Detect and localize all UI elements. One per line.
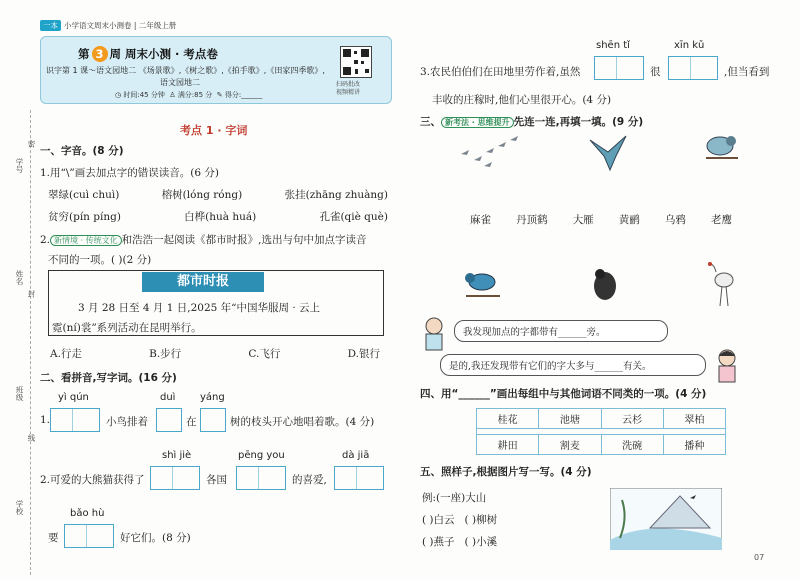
q2-2-text-a: 2.可爱的大熊猫获得了 (40, 474, 145, 486)
question-1-2: 2. 新情境 · 传统文化 和浩浩一起阅读《都市时报》,选出与句中加点字读音 (40, 234, 367, 246)
q2-4-text-a: 3.农民伯伯们在田地里劳作着,虽然 (420, 66, 581, 78)
option-rongshu[interactable]: 榕树(lóng róng) (161, 189, 243, 201)
pinyin-shenti: shēn tǐ (596, 40, 630, 51)
q2-1-text-b: 在 (186, 416, 197, 428)
scope-line-2: 语文园地二 (160, 78, 200, 87)
answer-box-shijie[interactable] (150, 466, 200, 490)
dialogue-bubble-2: 是的,我还发现带有它们的字大多与______有关。 (440, 354, 706, 376)
landscape-picture (610, 488, 722, 550)
example-line: 例:(一座)大山 (422, 492, 487, 504)
section-4-heading: 四、用“______”画出每组中与其他词语不同类的一项。(4 分) (420, 388, 707, 400)
q2-2-text-c: 的喜爱, (292, 474, 327, 486)
pinyin-row-1 (48, 187, 388, 202)
answer-box-shenti[interactable] (594, 56, 644, 80)
q2-2-text-b: 各国 (206, 474, 227, 486)
student-name-label: 姓名 (15, 270, 24, 285)
pinyin-shijie: shì jiè (162, 450, 192, 461)
pinyin-yiqun: yì qún (58, 392, 89, 403)
eagle-icon (586, 130, 630, 172)
pinyin-xinku: xīn kǔ (674, 40, 705, 51)
secret-mark: 密 (27, 140, 36, 148)
word-table (476, 408, 726, 455)
answer-box-yang[interactable] (200, 408, 226, 432)
question-1-1: 1.用“\”画去加点字的错误读音。(6 分) (40, 167, 220, 179)
crow-icon (588, 266, 622, 306)
series-title: 小学语文周末小测卷 | 二年级上册 (64, 21, 177, 30)
question-1-2-cont: 不同的一项。( )(2 分) (48, 254, 152, 266)
q2-4-text-c: ,但当看到 (724, 66, 770, 78)
option-d[interactable]: D.银行 (347, 348, 380, 360)
news-line-1: 3 月 28 日至 4 月 1 日,2025 年“中国华服周 · 云上 (78, 302, 321, 314)
fill-liushu[interactable]: ( )柳树 (464, 514, 498, 526)
answer-box-pengyou[interactable] (236, 466, 286, 490)
choice-options (50, 346, 380, 361)
q2-4-text-d: 丰收的庄稼时,他们心里很开心。(4 分) (432, 94, 612, 106)
option-zhanggua[interactable]: 张挂(zhāng zhuàng) (284, 189, 388, 201)
table-row (477, 409, 726, 429)
oriole-icon (462, 266, 502, 302)
binding-line (30, 110, 31, 575)
word-cell[interactable]: 云杉 (601, 409, 663, 429)
bird-name-dandinghe[interactable]: 丹顶鹤 (516, 214, 548, 226)
news-line-2: 霓(ní)裳”系列活动在昆明举行。 (52, 322, 202, 334)
bird-name-row (470, 212, 732, 227)
q2-3-text-b: 好它们。(8 分) (120, 532, 191, 544)
answer-box-dui[interactable] (156, 408, 182, 432)
scope-line-1: 识字第 1 课～语文园地二 《场景歌》,《树之歌》,《拍手歌》,《田家四季歌》, (46, 66, 325, 75)
answer-box-xinku[interactable] (668, 56, 718, 80)
pinyin-dui: duì (160, 392, 176, 403)
page-number: 07 (754, 553, 765, 562)
q2-1-text-c: 树的枝头开心地唱着歌。(4 分) (230, 416, 375, 428)
pinyin-dajia: dà jiā (342, 450, 370, 461)
word-cell[interactable]: 桂花 (477, 409, 539, 429)
pinyin-row-2 (48, 209, 388, 224)
student-number-label: 学号 (15, 158, 24, 173)
q2-1-text-a: 小鸟排着 (106, 416, 148, 428)
tag-new-context: 新情境 · 传统文化 (50, 235, 122, 246)
quiz-meta: ◷ 时间:45 分钟 ♙ 满分:85 分 ✎ 得分:______ (115, 91, 263, 99)
class-label: 班级 (15, 386, 24, 401)
option-kongque[interactable]: 孔雀(qiè què) (319, 211, 388, 223)
bird-name-maque[interactable]: 麻雀 (470, 214, 491, 226)
answer-box-dajia[interactable] (334, 466, 384, 490)
dialogue-bubble-1: 我发现加点的字都带有______旁。 (454, 320, 668, 342)
word-cell[interactable]: 翠柏 (663, 409, 725, 429)
section-1-heading: 一、字音。(8 分) (40, 145, 124, 157)
word-cell[interactable]: 池塘 (539, 409, 601, 429)
fill-line-1 (422, 512, 497, 527)
option-baihua[interactable]: 白桦(huà huá) (184, 211, 257, 223)
bird-name-huangli[interactable]: 黄鹂 (618, 214, 640, 226)
option-cuilu[interactable]: 翠绿(cuì chuì) (48, 189, 120, 201)
series-tag: 一本 (40, 20, 61, 31)
word-cell[interactable]: 播种 (663, 435, 725, 455)
tag-new-method: 新考法 · 思维提升 (441, 117, 514, 128)
girl-avatar-icon (712, 348, 742, 384)
sparrow-icon (700, 130, 742, 164)
option-pinqiong[interactable]: 贫穷(pín píng) (48, 211, 121, 223)
pinyin-yang: yáng (200, 392, 225, 403)
newspaper-masthead: 都市时报 (142, 272, 264, 292)
fill-xiaoxi[interactable]: ( )小溪 (464, 536, 498, 548)
bird-name-laoying[interactable]: 老鹰 (710, 214, 732, 226)
word-cell[interactable]: 割麦 (539, 435, 601, 455)
section-2-heading: 二、看拼音,写字词。(16 分) (40, 372, 177, 384)
section-5-heading: 五、照样子,根据图片写一写。(4 分) (420, 466, 592, 478)
wild-geese-icon (456, 134, 520, 172)
fill-baiyun[interactable]: ( )白云 (422, 514, 455, 526)
pinyin-baohu: bǎo hù (70, 508, 105, 519)
fill-yanzi[interactable]: ( )燕子 (422, 536, 455, 548)
section-3-heading: 三、 新考法 · 思维提升 先连一连,再填一填。(9 分) (420, 116, 644, 128)
line-mark: 线 (27, 434, 36, 442)
quiz-title: 第 3 周 周末小测 · 考点卷 (78, 47, 218, 61)
qr-note: 扫码批改 视频精讲 (336, 81, 361, 96)
q2-4-text-b: 很 (650, 66, 661, 78)
answer-box-yiqun[interactable] (50, 408, 100, 432)
fill-line-2 (422, 534, 497, 549)
qr-code-icon[interactable] (340, 46, 372, 78)
person-icon: ♙ (169, 91, 176, 99)
pinyin-pengyou: pēng you (238, 450, 285, 461)
school-label: 学校 (15, 500, 24, 515)
bird-name-dayan[interactable]: 大雁 (572, 214, 594, 226)
crane-icon (706, 262, 742, 308)
boy-avatar-icon (418, 316, 450, 352)
q2-3-text-a: 要 (48, 532, 59, 544)
option-a[interactable]: A.行走 (50, 348, 82, 360)
word-cell[interactable]: 耕田 (477, 435, 539, 455)
top-bar (40, 20, 176, 31)
score-icon: ✎ (216, 91, 223, 99)
answer-box-baohu[interactable] (64, 524, 114, 548)
option-b[interactable]: B.步行 (149, 348, 182, 360)
option-c[interactable]: C.飞行 (248, 348, 281, 360)
word-cell[interactable]: 洗碗 (601, 435, 663, 455)
clock-icon: ◷ (115, 91, 122, 99)
bird-name-wuya[interactable]: 乌鸦 (664, 214, 686, 226)
week-number-badge: 3 (92, 46, 108, 62)
kaodian-title: 考点 1 · 字词 (180, 124, 248, 137)
q2-1-num: 1. (40, 414, 51, 426)
table-row (477, 435, 726, 455)
seal-mark: 封 (27, 290, 36, 298)
